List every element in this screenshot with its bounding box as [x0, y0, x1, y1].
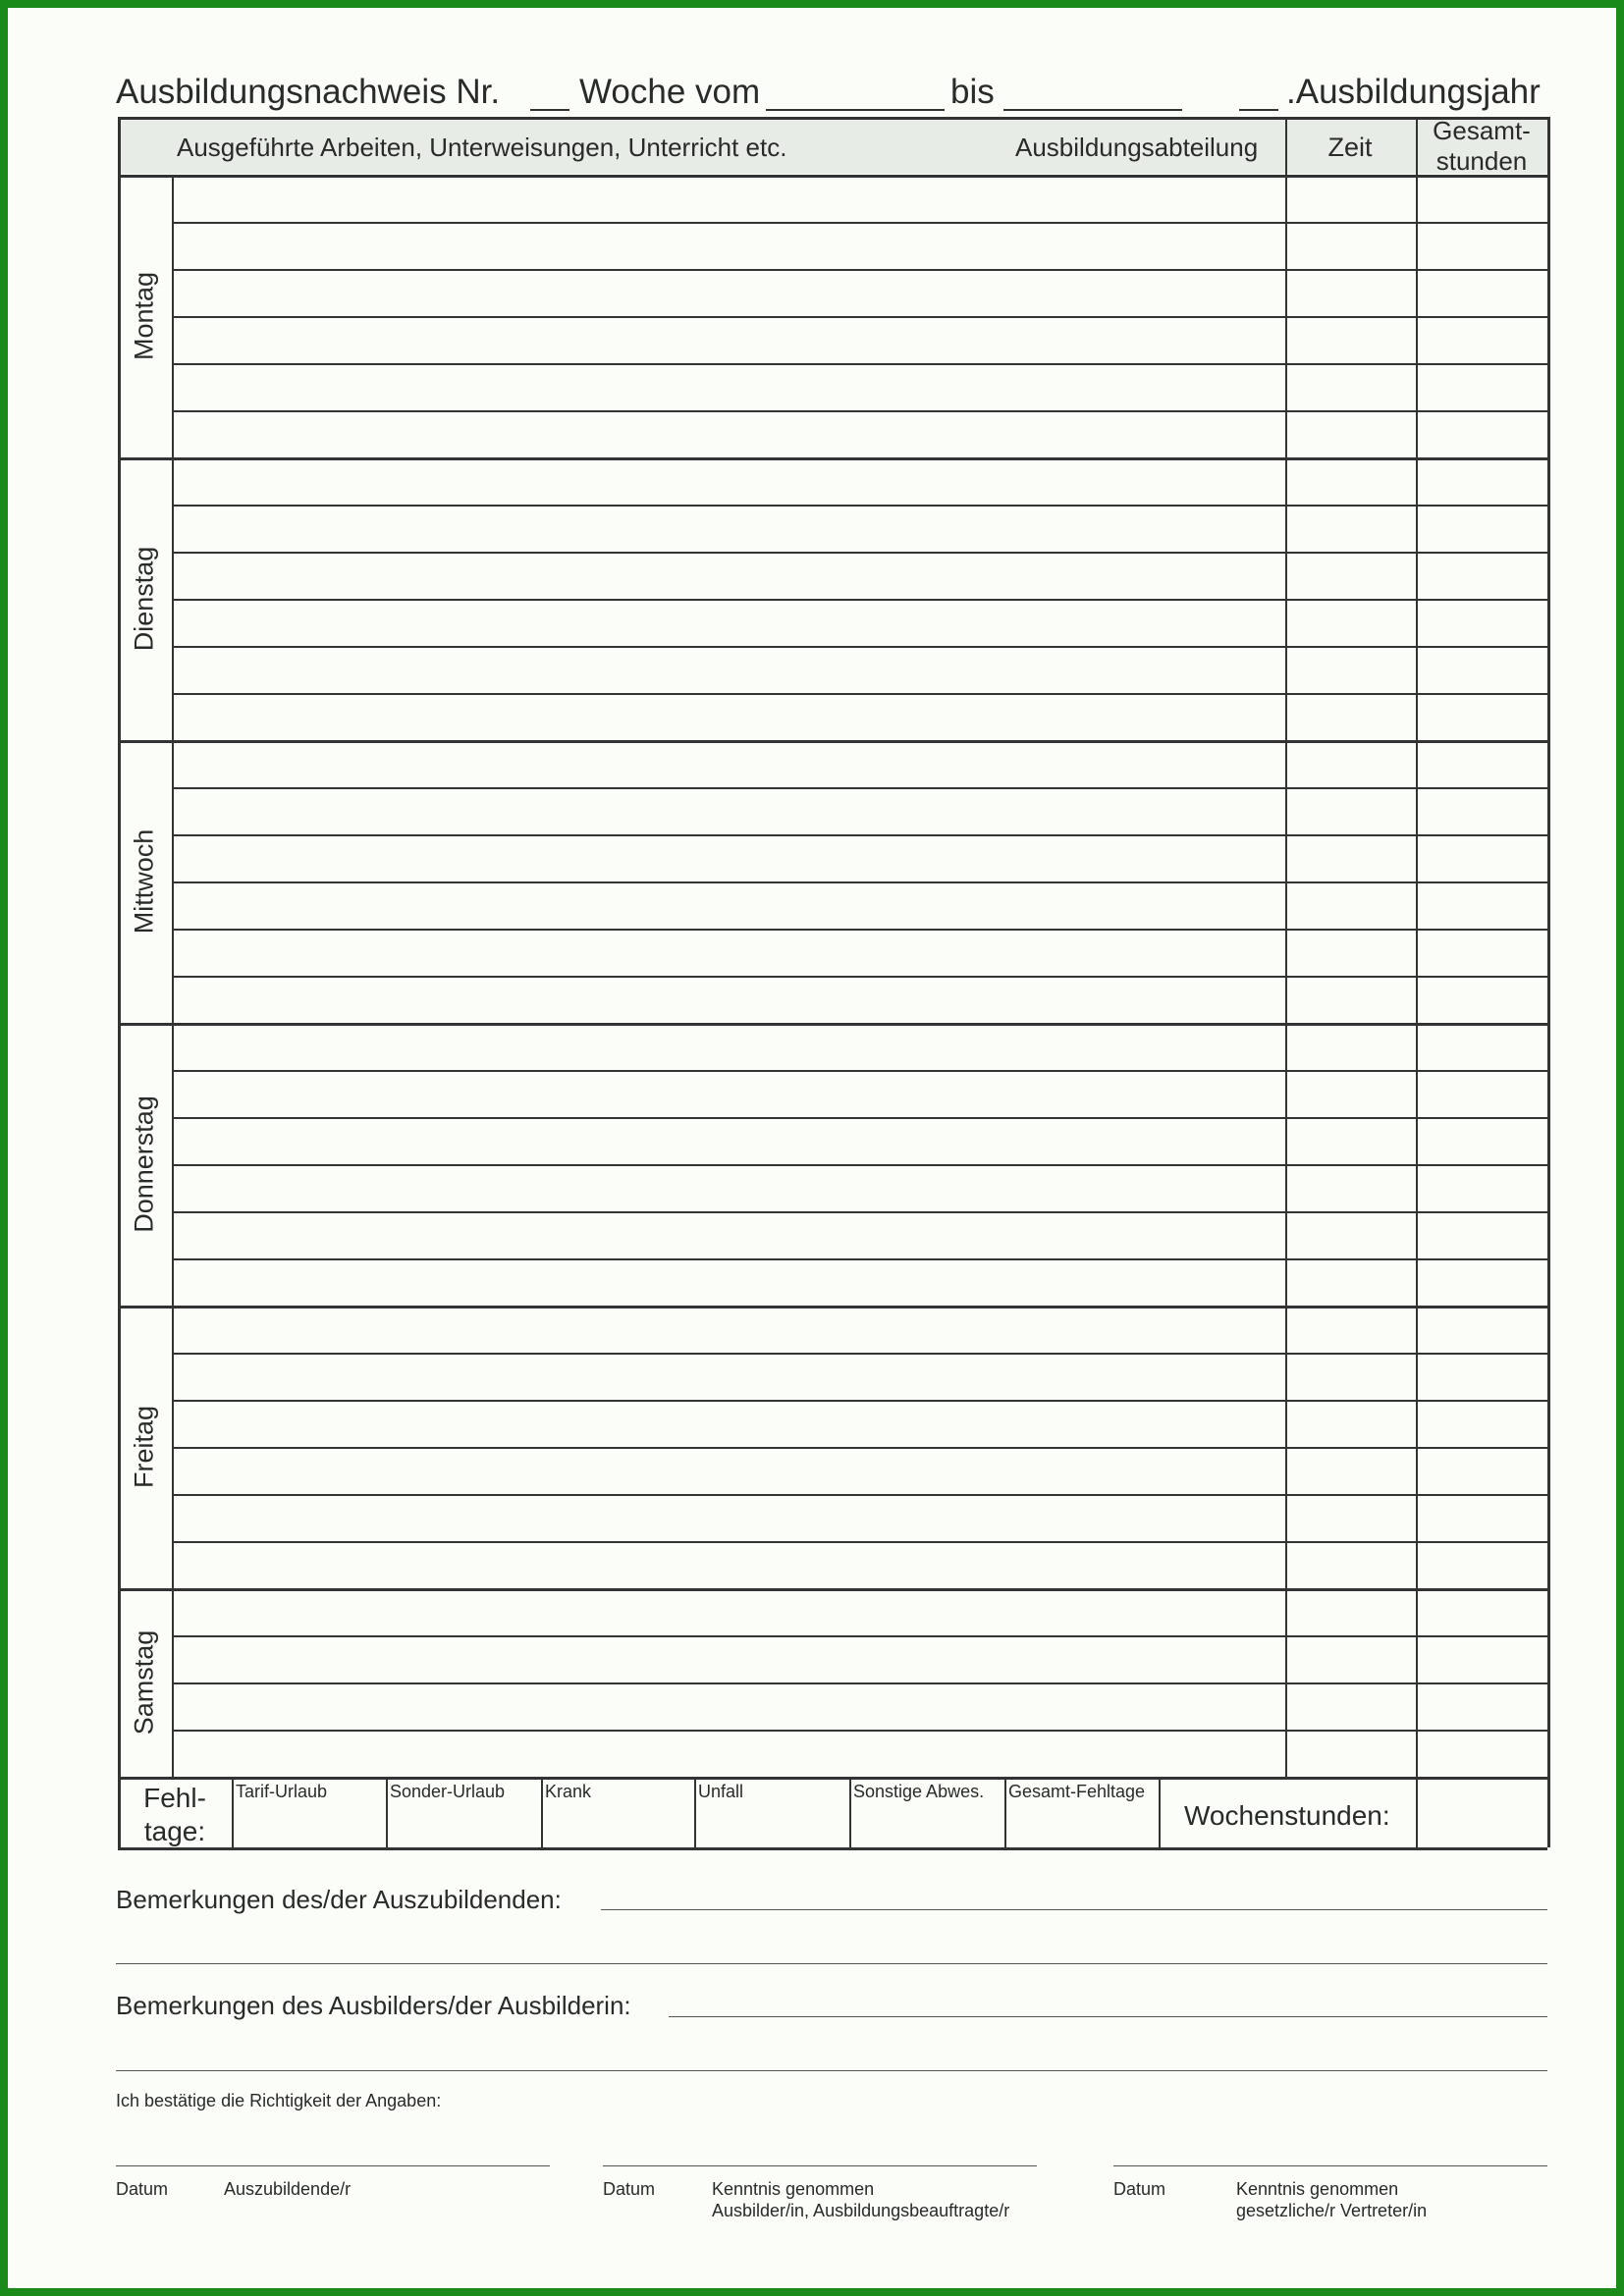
date-to-field[interactable] — [1003, 109, 1182, 111]
row-line — [172, 834, 1547, 836]
row-line — [172, 1541, 1547, 1543]
row-line — [172, 1447, 1547, 1449]
day-block-border — [118, 1306, 1547, 1308]
remarks-trainer-line-2[interactable] — [116, 2070, 1547, 2071]
row-line — [172, 552, 1547, 554]
remarks-trainer-line-1[interactable] — [669, 2016, 1547, 2017]
row-line — [172, 929, 1547, 931]
absence-col-line — [849, 1777, 851, 1847]
remarks-trainee-line-1[interactable] — [601, 1909, 1547, 1910]
header-taetigkeit: Ausgeführte Arbeiten, Unterweisungen, Unterricht etc. — [177, 133, 787, 162]
day-label-donnerstag: Donnerstag — [129, 1095, 159, 1233]
woche-vom-label: Woche vom — [579, 73, 761, 111]
absence-col-line — [386, 1777, 388, 1847]
row-line — [172, 599, 1547, 601]
fehltage-label-1: Fehl- — [143, 1783, 206, 1813]
day-col-line — [172, 175, 174, 1777]
day-label-freitag: Freitag — [129, 1405, 159, 1489]
row-line — [172, 1117, 1547, 1119]
absence-col-line — [1159, 1777, 1161, 1847]
day-block-border — [118, 175, 1547, 178]
remarks-trainer-label: Bemerkungen des Ausbilders/der Ausbilderin: — [116, 1991, 631, 2020]
header-zeit: Zeit — [1327, 133, 1373, 162]
signature-line-trainer[interactable] — [603, 2165, 1037, 2166]
day-block-border — [118, 1023, 1547, 1026]
absence-col-line — [232, 1777, 234, 1847]
day-block-border — [118, 1588, 1547, 1591]
sig-datum-2: Datum — [603, 2179, 656, 2199]
row-line — [172, 1730, 1547, 1732]
day-label-mittwoch: Mittwoch — [129, 828, 159, 934]
day-label-montag: Montag — [129, 271, 159, 361]
header-gesamt-1: Gesamt- — [1433, 116, 1531, 145]
row-line — [172, 1400, 1547, 1402]
fehltage-label-2: tage: — [143, 1816, 206, 1846]
absence-sonstige[interactable]: Sonstige Abwes. — [853, 1782, 985, 1801]
row-line — [172, 787, 1547, 789]
header-gesamt-2: stunden — [1435, 146, 1528, 176]
absence-tarif-urlaub[interactable]: Tarif-Urlaub — [236, 1782, 328, 1801]
sig-datum-3: Datum — [1113, 2179, 1166, 2199]
row-line — [172, 1211, 1547, 1213]
row-line — [172, 1682, 1547, 1684]
row-line — [172, 1635, 1547, 1637]
confirmation-text: Ich bestätige die Richtigkeit der Angaben: — [116, 2091, 442, 2110]
sig-role-2-line1: Kenntnis genommen — [712, 2179, 875, 2199]
day-block-border — [118, 740, 1547, 743]
absence-krank[interactable]: Krank — [545, 1782, 592, 1801]
signature-line-trainee[interactable] — [116, 2165, 550, 2166]
year-field[interactable] — [1239, 109, 1278, 111]
row-line — [172, 1494, 1547, 1496]
form-title: Ausbildungsnachweis Nr. — [116, 73, 501, 111]
absence-col-line — [541, 1777, 543, 1847]
row-line — [172, 646, 1547, 648]
header-abteilung: Ausbildungsabteilung — [1015, 133, 1259, 162]
row-line — [172, 1070, 1547, 1072]
absence-unfall[interactable]: Unfall — [698, 1782, 744, 1801]
row-line — [172, 410, 1547, 412]
absence-col-line — [1004, 1777, 1006, 1847]
zeit-col-line — [1285, 117, 1287, 1777]
signature-line-guardian[interactable] — [1113, 2165, 1547, 2166]
sig-role-1: Auszubildende/r — [224, 2179, 352, 2199]
row-line — [172, 222, 1547, 224]
wochenstunden-label: Wochenstunden: — [1184, 1800, 1390, 1831]
gesamt-col-line — [1416, 117, 1418, 1847]
day-label-dienstag: Dienstag — [129, 546, 159, 652]
row-line — [172, 693, 1547, 695]
sig-role-2-line2: Ausbilder/in, Ausbildungsbeauftragte/r — [712, 2201, 1010, 2220]
table-left-border — [118, 117, 121, 1847]
absence-col-line — [694, 1777, 696, 1847]
row-line — [172, 976, 1547, 978]
table-right-border — [1547, 117, 1550, 1847]
row-line — [172, 269, 1547, 271]
row-line — [172, 363, 1547, 365]
day-label-samstag: Samstag — [129, 1629, 159, 1735]
sig-role-3-line2: gesetzliche/r Vertreter/in — [1236, 2201, 1428, 2220]
absence-sonder-urlaub[interactable]: Sonder-Urlaub — [390, 1782, 506, 1801]
ausbildungsjahr-label: .Ausbildungsjahr — [1286, 73, 1541, 111]
bis-label: bis — [950, 73, 995, 111]
row-line — [172, 1258, 1547, 1260]
row-line — [172, 1353, 1547, 1355]
remarks-trainee-line-2[interactable] — [116, 1963, 1547, 1964]
remarks-trainee-label: Bemerkungen des/der Auszubildenden: — [116, 1885, 562, 1914]
nr-field[interactable] — [530, 109, 569, 111]
table-top-border — [118, 117, 1547, 120]
row-line — [172, 505, 1547, 507]
row-line — [172, 316, 1547, 318]
sig-role-3-line1: Kenntnis genommen — [1236, 2179, 1399, 2199]
absence-gesamt-fehltage[interactable]: Gesamt-Fehltage — [1008, 1782, 1146, 1801]
sig-datum-1: Datum — [116, 2179, 169, 2199]
day-block-border — [118, 1777, 1547, 1780]
date-from-field[interactable] — [766, 109, 945, 111]
absence-row-bottom — [118, 1847, 1547, 1850]
day-block-border — [118, 457, 1547, 460]
row-line — [172, 881, 1547, 883]
row-line — [172, 1164, 1547, 1166]
